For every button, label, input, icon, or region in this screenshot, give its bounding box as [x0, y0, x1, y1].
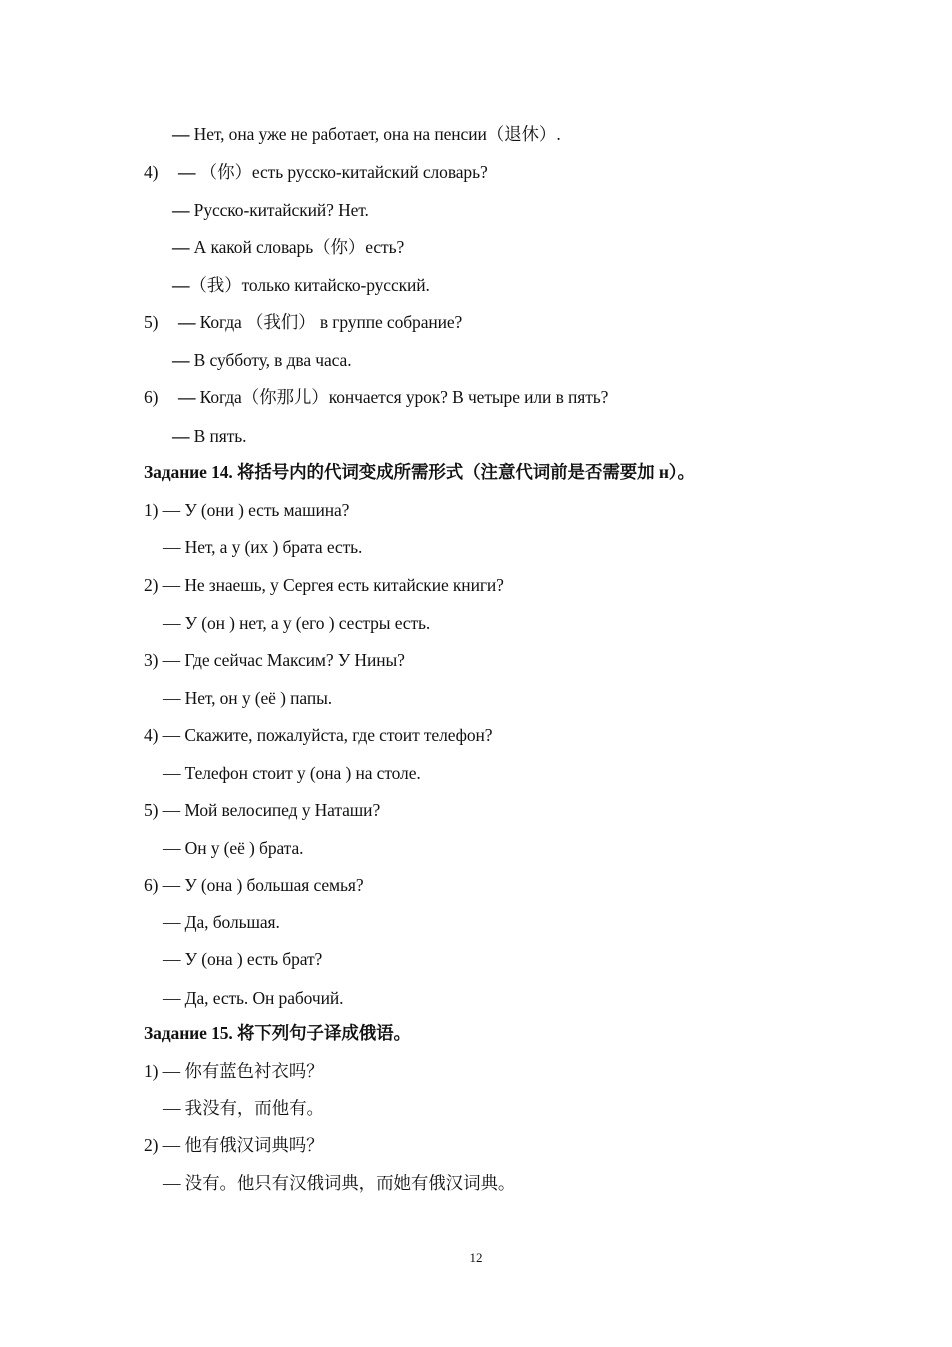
- dialog-text: （你）есть русско-китайский словарь?: [195, 162, 488, 182]
- dialog-text: В пять.: [189, 426, 247, 446]
- dash: —: [178, 387, 196, 407]
- exercise-line: — Да, большая.: [163, 912, 280, 932]
- exercise-line: — У (она ) есть брат?: [163, 949, 323, 969]
- dash: —: [172, 200, 190, 220]
- dialog-text: Когда （我们） в группе собрание?: [195, 312, 463, 332]
- exercise-line: — У (он ) нет, а у (его ) сестры есть.: [163, 613, 431, 633]
- dialog-text: （我）только китайско-русский.: [189, 275, 430, 295]
- dash: —: [172, 275, 190, 295]
- exercise-line: 3) — Где сейчас Максим? У Нины?: [144, 650, 405, 670]
- item-number: 4): [144, 162, 159, 182]
- exercise-line: — Нет, а у (их ) брата есть.: [163, 537, 363, 557]
- exercise-line: 2) — Не знаешь, у Сергея есть китайские книги?: [144, 575, 504, 595]
- exercise-line: — Да, есть. Он рабочий.: [163, 988, 344, 1008]
- dialog-line: [172, 273, 430, 297]
- item-number: 5): [144, 312, 159, 332]
- exercise-line: 4) — Скажите, пожалуйста, где стоит телефон?: [144, 725, 493, 745]
- exercise-line: — 我没有，而他有。: [163, 1098, 324, 1118]
- dialog-text: А какой словарь（你）есть?: [189, 237, 405, 257]
- dash: —: [178, 162, 196, 182]
- page-number: 12: [469, 1250, 483, 1265]
- dialog-text: Когда（你那儿）кончается урок? В четыре или в пять?: [195, 387, 609, 407]
- dialog-text: Нет, она уже не работает, она на пенсии（退休）.: [189, 124, 561, 144]
- dialog-text: Русско-китайский? Нет.: [189, 200, 369, 220]
- exercise-line: 2) — 他有俄汉词典吗？: [144, 1135, 324, 1155]
- dash: —: [172, 350, 190, 370]
- dialog-line: [172, 198, 369, 222]
- dialog-line: [172, 424, 246, 448]
- exercise-line: 1) — 你有蓝色衬衣吗？: [144, 1061, 324, 1081]
- dialog-line: [144, 385, 608, 409]
- dialog-line: [172, 235, 404, 259]
- exercise-line: — Он у (её ) брата.: [163, 838, 304, 858]
- item-number: 6): [144, 387, 159, 407]
- dash: —: [172, 124, 190, 144]
- dialog-line: [144, 310, 462, 334]
- dialog-line: [172, 122, 561, 146]
- task-15-heading: Задание 15. 将下列句子译成俄语。: [144, 1023, 411, 1043]
- exercise-line: — Нет, он у (её ) папы.: [163, 688, 333, 708]
- dash: —: [172, 426, 190, 446]
- exercise-line: 1) — У (они ) есть машина?: [144, 500, 350, 520]
- dialog-text: В субботу, в два часа.: [189, 350, 352, 370]
- dash: —: [178, 312, 196, 332]
- exercise-line: 5) — Мой велосипед у Наташи?: [144, 800, 381, 820]
- dialog-line: [144, 160, 488, 184]
- dash: —: [172, 237, 190, 257]
- exercise-line: — Телефон стоит у (она ) на столе.: [163, 763, 421, 783]
- exercise-line: — 没有。他只有汉俄词典，而她有俄汉词典。: [163, 1173, 516, 1193]
- exercise-line: 6) — У (она ) большая семья?: [144, 875, 364, 895]
- dialog-line: [172, 348, 352, 372]
- task-14-heading: Задание 14. 将括号内的代词变成所需形式（注意代词前是否需要加 н）。: [144, 462, 695, 482]
